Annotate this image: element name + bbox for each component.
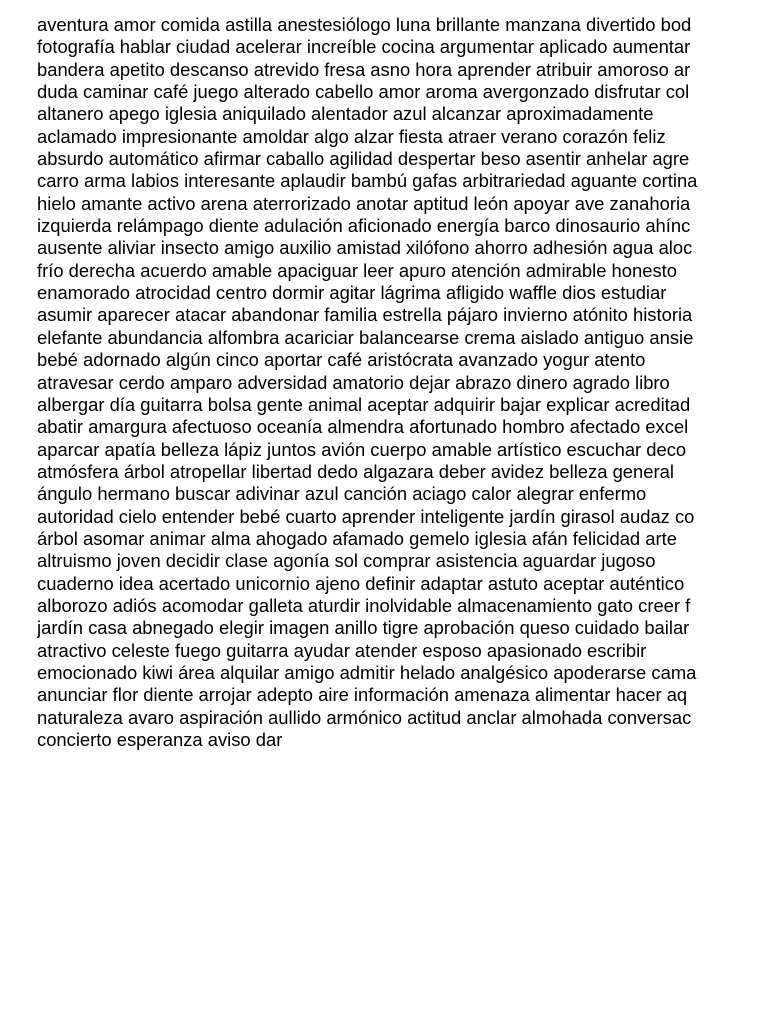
- text-line: anunciar flor diente arrojar adepto aire información amenaza alimentar hacer aq: [37, 684, 688, 706]
- text-line: absurdo automático afirmar caballo agilidad despertar beso asentir anhelar agre: [37, 148, 690, 170]
- text-line: aparcar apatía belleza lápiz juntos avión cuerpo amable artístico escuchar deco: [37, 438, 687, 460]
- text-line: aventura amor comida astilla anestesiólogo luna brillante manzana divertido bod: [37, 14, 692, 35]
- text-line: aclamado impresionante amoldar algo alzar fiesta atraer verano corazón feliz: [37, 125, 666, 147]
- text-line: duda caminar café juego alterado cabello amor aroma avergonzado disfrutar col: [37, 81, 690, 103]
- text-line: alborozo adiós acomodar galleta aturdir inolvidable almacenamiento gato creer f: [37, 594, 691, 616]
- text-line: elefante abundancia alfombra acariciar balancearse crema aislado antiguo ansie: [37, 326, 694, 348]
- text-line: bandera apetito descanso atrevido fresa asno hora aprender atribuir amoroso ar: [37, 58, 691, 80]
- text-line: frío derecha acuerdo amable apaciguar leer apuro atención admirable honesto: [37, 259, 677, 281]
- text-line: naturaleza avaro aspiración aullido armónico actitud anclar almohada conversac: [37, 706, 692, 728]
- text-line: abatir amargura afectuoso oceanía almendra afortunado hombro afectado excel: [37, 416, 689, 438]
- text-line: enamorado atrocidad centro dormir agitar lágrima afligido waffle dios estudiar: [37, 282, 667, 304]
- text-line: albergar día guitarra bolsa gente animal aceptar adquirir bajar explicar acreditad: [37, 393, 691, 415]
- document-text: [37, 14, 768, 751]
- text-line: cuaderno idea acertado unicornio ajeno definir adaptar astuto aceptar auténtico: [37, 572, 685, 594]
- text-line: hielo amante activo arena aterrorizado anotar aptitud león apoyar ave zanahoria: [37, 192, 691, 214]
- text-line: ausente aliviar insecto amigo auxilio amistad xilófono ahorro adhesión agua aloc: [37, 237, 693, 259]
- text-line: bebé adornado algún cinco aportar café aristócrata avanzado yogur atento: [37, 349, 646, 371]
- text-line: concierto esperanza aviso dar: [37, 729, 283, 750]
- text-line: asumir aparecer atacar abandonar familia estrella pájaro invierno atónito historia: [37, 304, 693, 326]
- text-line: autoridad cielo entender bebé cuarto aprender inteligente jardín girasol audaz co: [37, 505, 695, 527]
- text-line: atractivo celeste fuego guitarra ayudar atender esposo apasionado escribir: [37, 639, 647, 661]
- text-line: árbol asomar animar alma ahogado afamado gemelo iglesia afán felicidad arte: [37, 527, 677, 549]
- text-line: altruismo joven decidir clase agonía sol comprar asistencia aguardar jugoso: [37, 550, 656, 572]
- text-line: carro arma labios interesante aplaudir bambú gafas arbitrariedad aguante cortina: [37, 170, 698, 192]
- text-line: altanero apego iglesia aniquilado alentador azul alcanzar aproximadamente: [37, 103, 654, 125]
- text-line: atmósfera árbol atropellar libertad dedo algazara deber avidez belleza general: [37, 460, 674, 482]
- text-line: jardín casa abnegado elegir imagen anillo tigre aprobación queso cuidado bailar: [37, 617, 690, 639]
- text-line: atravesar cerdo amparo adversidad amatorio dejar abrazo dinero agrado libro: [37, 371, 670, 393]
- text-line: fotografía hablar ciudad acelerar increíble cocina argumentar aplicado aumentar: [37, 36, 691, 58]
- text-line: izquierda relámpago diente adulación aficionado energía barco dinosaurio ahínc: [37, 215, 691, 237]
- text-line: emocionado kiwi área alquilar amigo admitir helado analgésico apoderarse cama: [37, 661, 697, 683]
- text-line: ángulo hermano buscar adivinar azul canción aciago calor alegrar enfermo: [37, 483, 647, 505]
